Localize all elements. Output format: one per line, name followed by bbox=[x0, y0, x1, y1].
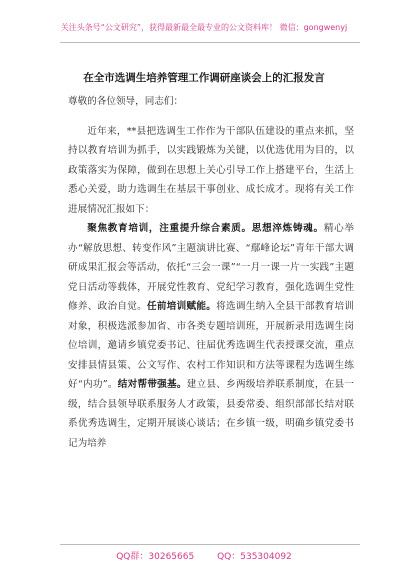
section1-subheading: 任前培训赋能。 bbox=[146, 301, 217, 312]
header-divider bbox=[60, 42, 360, 43]
intro-paragraph: 近年来，**县把选调生工作作为干部队伍建设的重点来抓，坚持以教育培训为抓手，以实践锻炼为关键，以优选优用为目的，以政策落实为保障，做到在思想上关心引导工作上搭建平台，生活上悉心关爱，助力选调生在基层干事创业、成长成才。现将有关工作进展情况汇报如下： bbox=[68, 125, 354, 215]
footer bbox=[0, 549, 408, 562]
section1-text2: 将选调生纳入全县干部教育培训对象，积极选派参加省、市各类专题培训班，开展新录用选调生岗位培训，邀请乡镇党委书记、往届优秀选调生代表授课交流，重点安排县情县策、公文写作、农村工作知识和方法等课程为选调生练好“内功”。 bbox=[68, 301, 355, 390]
header-note: 关注头条号“公文研究”，获得最新最全最专业的公文资料库！ 微信：gongwenyj bbox=[60, 23, 348, 32]
section1-text3: 建立县、乡两级培养联系制度，在县一级，结合县领导联系服务人才政策，县委常委、组织部部长结对联系优秀选调生，定期开展谈心谈话；在乡镇一级，明确乡镇党委书记为培养 bbox=[68, 379, 355, 449]
section1-heading: 聚焦教育培训，注重提升综合素质。思想淬炼铸魂。 bbox=[87, 223, 324, 234]
footer-qq: QQ：535304092 bbox=[217, 552, 292, 562]
document-body bbox=[68, 92, 354, 453]
document-title: 在全市选调生培养管理工作调研座谈会上的汇报发言 bbox=[83, 72, 325, 84]
section1-text1: 精心举办“解放思想、转变作风”主题演讲比赛、“鄢峰论坛”青年干部大调研成果汇报会等活动，依托“三会一课”“一月一课一片一实践”主题党日活动等载体，开展党性教育、党纪学习教育，强化选调生党性修养、政治自觉。 bbox=[68, 223, 354, 312]
footer-divider bbox=[60, 544, 360, 545]
section1-subheading2: 结对帮带强基。 bbox=[117, 379, 187, 390]
salutation: 尊敬的各位领导，同志们： bbox=[68, 96, 184, 107]
footer-qq-group: QQ群：30265665 bbox=[116, 552, 195, 562]
section1-paragraph bbox=[68, 219, 354, 453]
